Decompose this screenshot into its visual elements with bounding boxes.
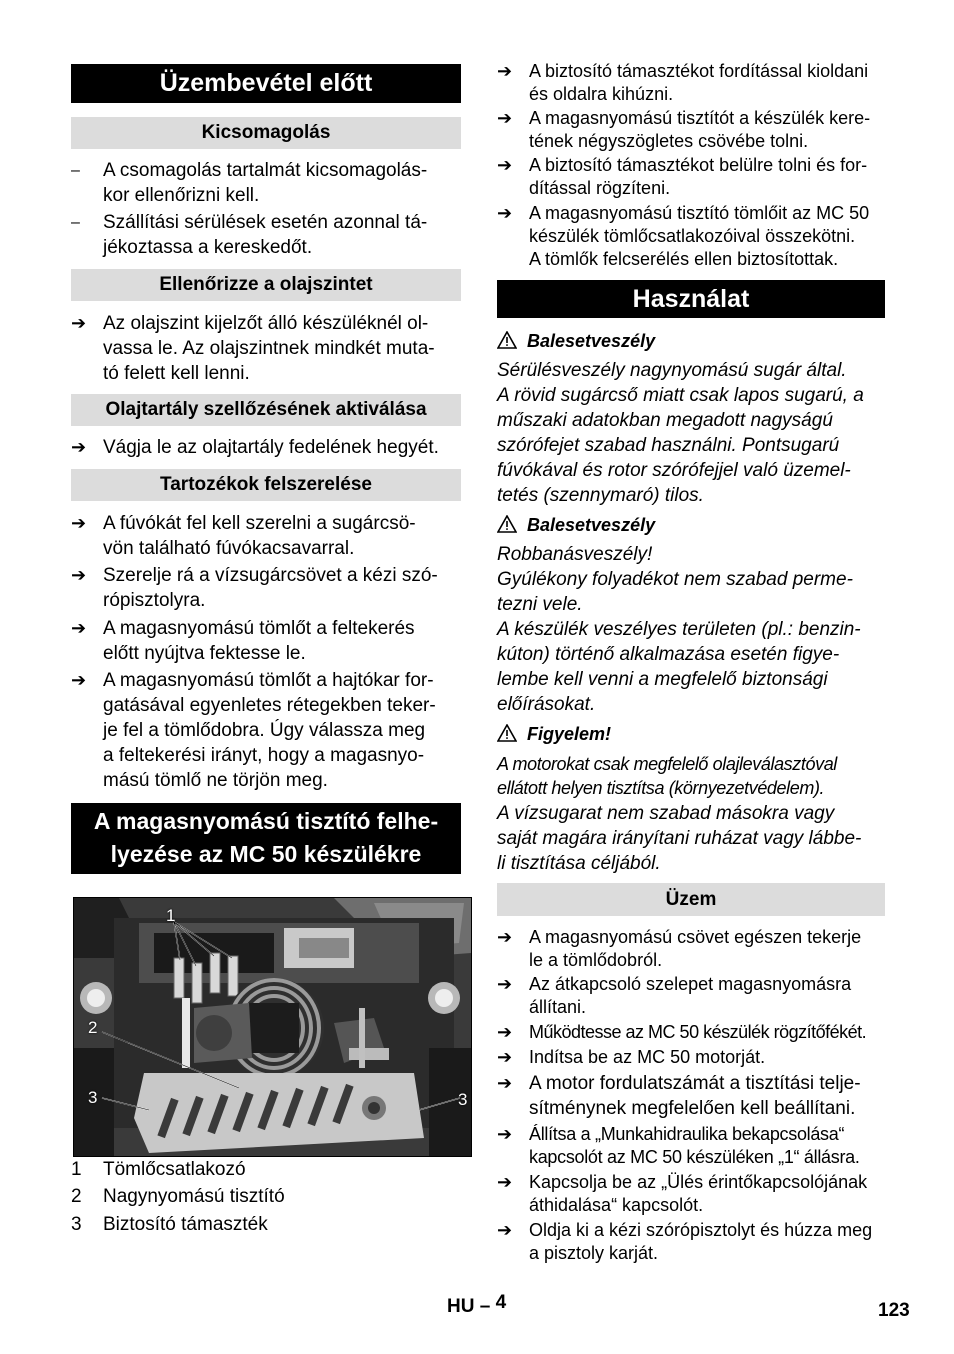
caution-text: A vízsugarat nem szabad másokra vagy saját magára irányítani ruházat vagy lábbe- li tisztítása céljából. <box>497 803 862 874</box>
list-item: ➔ Indítsa be az MC 50 motorját. <box>497 1047 766 1067</box>
figure-label-1: 1 <box>166 906 176 925</box>
section-title-mounting: A magasnyomású tisztító felhe- lyezése az MC 50 készülékre <box>71 803 461 874</box>
caution-text: A motorokat csak megfelelő olajleválasztóval ellátott helyen tisztítsa (környezetvédelem). <box>497 754 837 798</box>
figure-label-3-right: 3 <box>458 1090 468 1109</box>
list-item: ➔ A magasnyomású tömlőt a feltekerés előtt nyújtva fektesse le. <box>71 618 415 664</box>
list-item: ➔ Szerelje rá a vízsugárcsövet a kézi szó- rópisztolyra. <box>71 565 438 611</box>
list-item: ➔ A fúvókát fel kell szerelni a sugárcsö- vön található fúvókacsavarral. <box>71 513 416 559</box>
heading-accessories: Tartozékok felszerelése <box>71 469 461 501</box>
figure-legend-item: 3 Biztosító támaszték <box>71 1214 268 1235</box>
page-number: 123 <box>878 1300 910 1321</box>
figure-label-3-left: 3 <box>88 1088 98 1107</box>
figure-legend-item: 1 Tömlőcsatlakozó <box>71 1159 246 1180</box>
heading-oil-level: Ellenőrizze a olajszintet <box>71 269 461 301</box>
list-item: – Szállítási sérülések esetén azonnal tá- jékoztassa a kereskedőt. <box>71 212 428 258</box>
heading-unpacking: Kicsomagolás <box>71 117 461 149</box>
warning-heading: Balesetveszély <box>497 331 655 352</box>
list-item: ➔ A magasnyomású tömlőt a hajtókar for- gatásával egyenletes rétegekben teker- je fel a tömlődobra. Úgy válassza meg a feltekerési irányt, hogy a magasnyo- mású tömlő ne törjön meg. <box>71 670 436 791</box>
page-footer-lang: HU – 4 <box>447 1292 507 1317</box>
list-item: ➔ Működtesse az MC 50 készülék rögzítőfékét. <box>497 1022 867 1042</box>
list-item: ➔ Az olajszint kijelzőt álló készüléknél ol- vassa le. Az olajszintnek mindkét muta- tó felett kell lenni. <box>71 313 435 384</box>
list-item: ➔ Kapcsolja be az „Ülés érintőkapcsolójának áthidalása“ kapcsolót. <box>497 1172 868 1215</box>
warning-text: Sérülésveszély nagynyomású sugár által. A rövid sugárcső miatt csak lapos sugarú, a műszaki adatokban megadott nagyságú szórófejet szabad használni. Pontsugarú fúvókával és rotor szórófejjel való üzemel- tetés (szennymaró) tilos. <box>497 360 864 506</box>
heading-operation: Üzem <box>497 883 885 916</box>
section-title-commissioning: Üzembevétel előtt <box>71 64 461 103</box>
list-item: ➔ Vágja le az olajtartály fedelének hegyét. <box>71 437 439 458</box>
warning-triangle-icon <box>497 331 517 349</box>
figure-label-2: 2 <box>88 1018 98 1037</box>
mounting-photo <box>73 897 472 1157</box>
list-item: ➔ Az átkapcsoló szelepet magasnyomásra állítani. <box>497 974 852 1017</box>
list-item: ➔ A magasnyomású csövet egészen tekerje le a tömlődobról. <box>497 927 862 970</box>
list-item: ➔ Oldja ki a kézi szórópisztolyt és húzza meg a pisztoly karját. <box>497 1220 873 1263</box>
section-title-usage: Használat <box>497 280 885 318</box>
caution-heading: Figyelem! <box>497 724 611 745</box>
list-item: – A csomagolás tartalmát kicsomagolás- kor ellenőrizni kell. <box>71 160 428 206</box>
list-item: ➔ A magasnyomású tisztító tömlőit az MC 50 készülék tömlőcsatlakozóival összekötni. A tömlők felcserélés ellen biztosítottak. <box>497 203 870 269</box>
list-item: ➔ Állítsa a „Munkahidraulika bekapcsolása“ kapcsolót az MC 50 készüléken „1“ állásra. <box>497 1124 860 1167</box>
warning-heading: Balesetveszély <box>497 515 655 536</box>
list-item: ➔ A magasnyomású tisztítót a készülék kere- tének négyszögletes csövébe tolni. <box>497 108 871 151</box>
warning-triangle-icon <box>497 515 517 533</box>
warning-text: Robbanásveszély! Gyúlékony folyadékot nem szabad perme- tezni vele. A készülék veszélyes területen (pl.: benzin- kúton) történő alkalmazása esetén figye- lembe kell venni a megfelelő biztonsági előírásokat. <box>497 544 861 715</box>
list-item: ➔ A biztosító támasztékot fordítással kioldani és oldalra kihúzni. <box>497 61 869 104</box>
list-item: ➔ A motor fordulatszámát a tisztítási telje- sítménynek megfelelően kell beállítani. <box>497 1073 861 1119</box>
warning-triangle-icon <box>497 724 517 742</box>
heading-oil-tank-vent: Olajtartály szellőzésének aktiválása <box>71 394 461 426</box>
list-item: ➔ A biztosító támasztékot belülre tolni és for- dítással rögzíteni. <box>497 155 868 198</box>
figure-legend-item: 2 Nagynyomású tisztító <box>71 1186 285 1207</box>
